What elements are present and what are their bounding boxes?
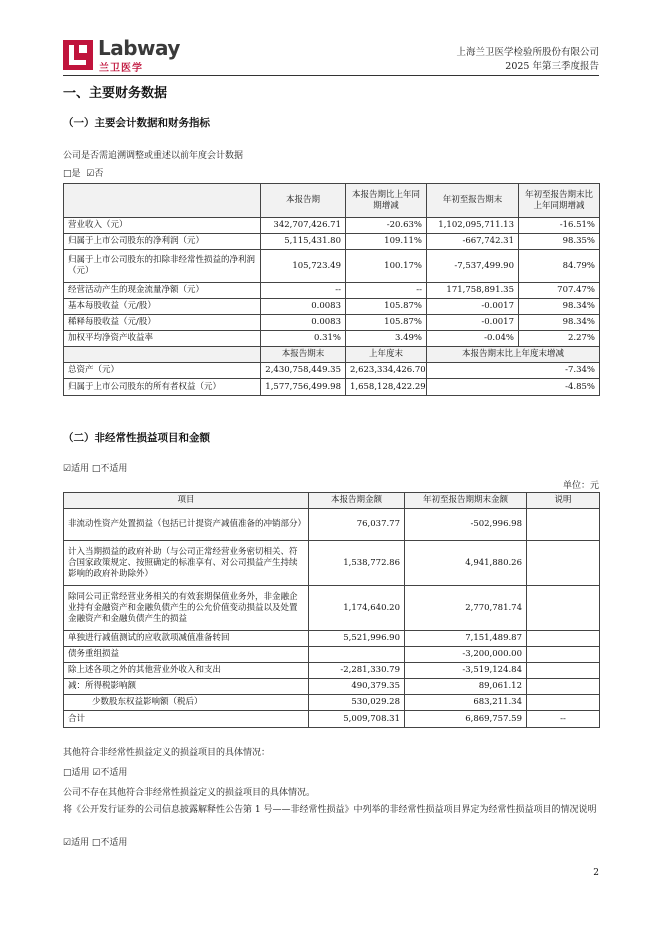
row-label: 减：所得税影响额 bbox=[64, 679, 309, 695]
labway-logo-icon bbox=[63, 40, 93, 70]
cell-value: 2.27% bbox=[519, 331, 600, 347]
header-cell: 说明 bbox=[527, 493, 600, 509]
table-header-row bbox=[64, 347, 600, 363]
table-row bbox=[64, 363, 600, 379]
row-label: 归属于上市公司股东的扣除非经常性损益的净利润（元） bbox=[64, 250, 261, 283]
table-row bbox=[64, 679, 600, 695]
cell-value: 5,009,708.31 bbox=[309, 711, 405, 728]
cell-note bbox=[527, 586, 600, 631]
cell-value: 5,115,431.80 bbox=[261, 234, 346, 250]
cell-value: -0.0017 bbox=[427, 299, 519, 315]
header-cell: 项目 bbox=[64, 493, 309, 509]
header-cell-blank bbox=[64, 347, 261, 363]
header-divider bbox=[63, 75, 599, 76]
table-row-total bbox=[64, 711, 600, 728]
company-name: 上海兰卫医学检验所股份有限公司 bbox=[456, 47, 599, 58]
row-label: 非流动性资产处置损益（包括已计提资产减值准备的冲销部分） bbox=[64, 509, 309, 541]
header-cell: 本报告期末比上年度末增减 bbox=[427, 347, 600, 363]
other-applicable-choice: □适用 ☑不适用 bbox=[63, 768, 128, 778]
subsection-title-2: （二）非经常性损益项目和金额 bbox=[63, 432, 210, 444]
row-label: 稀释每股收益（元/股） bbox=[64, 315, 261, 331]
table-row bbox=[64, 234, 600, 250]
cell-note bbox=[527, 647, 600, 663]
report-title: 2025 年第三季度报告 bbox=[505, 61, 599, 72]
cell-value: 2,623,334,426.70 bbox=[346, 363, 427, 379]
cell-value: 98.34% bbox=[519, 299, 600, 315]
retro-question: 公司是否需追溯调整或重述以前年度会计数据 bbox=[63, 151, 244, 161]
cell-value: 1,174,640.20 bbox=[309, 586, 405, 631]
key-financial-table bbox=[63, 183, 600, 396]
table-row bbox=[64, 331, 600, 347]
cell-value bbox=[309, 647, 405, 663]
cell-value: 98.35% bbox=[519, 234, 600, 250]
row-label: 经营活动产生的现金流量净额（元） bbox=[64, 283, 261, 299]
cell-value: 100.17% bbox=[346, 250, 427, 283]
cell-value: 171,758,891.35 bbox=[427, 283, 519, 299]
cell-value: -2,281,330.79 bbox=[309, 663, 405, 679]
subsection-title-1: （一）主要会计数据和财务指标 bbox=[63, 117, 210, 129]
table-row bbox=[64, 509, 600, 541]
cell-value: -3,200,000.00 bbox=[405, 647, 527, 663]
cell-value: -0.0017 bbox=[427, 315, 519, 331]
table-row bbox=[64, 663, 600, 679]
cell-value: 1,538,772.86 bbox=[309, 541, 405, 586]
cell-value: 1,102,095,711.13 bbox=[427, 218, 519, 234]
cell-value: 2,770,781.74 bbox=[405, 586, 527, 631]
cell-value: -- bbox=[346, 283, 427, 299]
row-label: 归属于上市公司股东的净利润（元） bbox=[64, 234, 261, 250]
cell-value: 0.0083 bbox=[261, 299, 346, 315]
cell-note bbox=[527, 679, 600, 695]
logo-chinese-name: 兰卫医学 bbox=[99, 63, 143, 74]
cell-value: -667,742.31 bbox=[427, 234, 519, 250]
applicable-choice: ☑适用 □不适用 bbox=[63, 464, 128, 474]
cell-value: 0.31% bbox=[261, 331, 346, 347]
header-cell-blank bbox=[64, 184, 261, 218]
table-row bbox=[64, 586, 600, 631]
cell-note bbox=[527, 631, 600, 647]
row-label: 计入当期损益的政府补助（与公司正常经营业务密切相关、符合国家政策规定、按照确定的标准享有、对公司损益产生持续影响的政府补助除外） bbox=[64, 541, 309, 586]
header-cell: 年初至报告期末 bbox=[427, 184, 519, 218]
header-cell: 上年度末 bbox=[346, 347, 427, 363]
cell-note bbox=[527, 663, 600, 679]
cell-value: 105.87% bbox=[346, 299, 427, 315]
cell-value: -7,537,499.90 bbox=[427, 250, 519, 283]
cell-value: -7.34% bbox=[427, 363, 600, 379]
header-cell: 本报告期比上年同期增减 bbox=[346, 184, 427, 218]
cell-value: 89,061.12 bbox=[405, 679, 527, 695]
cell-value: 0.0083 bbox=[261, 315, 346, 331]
table-row bbox=[64, 379, 600, 396]
no-other-items-text: 公司不存在其他符合非经常性损益定义的损益项目的具体情况。 bbox=[63, 788, 316, 798]
row-label: 总资产（元） bbox=[64, 363, 261, 379]
row-label: 营业收入（元） bbox=[64, 218, 261, 234]
row-label: 基本每股收益（元/股） bbox=[64, 299, 261, 315]
cell-value: -- bbox=[261, 283, 346, 299]
table-row bbox=[64, 299, 600, 315]
cell-value: -4.85% bbox=[427, 379, 600, 396]
table-header-row bbox=[64, 493, 600, 509]
cell-note: -- bbox=[527, 711, 600, 728]
row-label: 加权平均净资产收益率 bbox=[64, 331, 261, 347]
cell-value: 5,521,996.90 bbox=[309, 631, 405, 647]
table-row bbox=[64, 647, 600, 663]
row-label: 归属于上市公司股东的所有者权益（元） bbox=[64, 379, 261, 396]
table-row bbox=[64, 218, 600, 234]
cell-value: 84.79% bbox=[519, 250, 600, 283]
final-applicable-choice: ☑适用 □不适用 bbox=[63, 838, 128, 848]
table-row bbox=[64, 283, 600, 299]
cell-value: 490,379.35 bbox=[309, 679, 405, 695]
cell-value: 342,707,426.71 bbox=[261, 218, 346, 234]
cell-value: -20.63% bbox=[346, 218, 427, 234]
cell-value: -502,996.98 bbox=[405, 509, 527, 541]
row-label: 合计 bbox=[64, 711, 309, 728]
cell-value: 76,037.77 bbox=[309, 509, 405, 541]
cell-note bbox=[527, 695, 600, 711]
cell-note bbox=[527, 509, 600, 541]
cell-value: 105.87% bbox=[346, 315, 427, 331]
header-cell: 本报告期末 bbox=[261, 347, 346, 363]
header-cell: 本报告期 bbox=[261, 184, 346, 218]
cell-value: 6,869,757.59 bbox=[405, 711, 527, 728]
row-label: 除上述各项之外的其他营业外收入和支出 bbox=[64, 663, 309, 679]
table-row bbox=[64, 315, 600, 331]
row-label: 单独进行减值测试的应收款项减值准备转回 bbox=[64, 631, 309, 647]
cell-value: 707.47% bbox=[519, 283, 600, 299]
non-recurring-items-table bbox=[63, 492, 600, 728]
row-label: 债务重组损益 bbox=[64, 647, 309, 663]
cell-value: 98.34% bbox=[519, 315, 600, 331]
header-info bbox=[456, 46, 599, 74]
retro-no-checkbox: ☑否 bbox=[86, 169, 104, 179]
row-label: 少数股东权益影响额（税后） bbox=[64, 695, 309, 711]
cell-value: 3.49% bbox=[346, 331, 427, 347]
cell-value: -0.04% bbox=[427, 331, 519, 347]
logo-english-name: Labway bbox=[98, 36, 180, 60]
table-row bbox=[64, 631, 600, 647]
table-row bbox=[64, 250, 600, 283]
page-number: 2 bbox=[593, 868, 599, 878]
cell-value: 683,211.34 bbox=[405, 695, 527, 711]
table-header-row bbox=[64, 184, 600, 218]
cell-value: 109.11% bbox=[346, 234, 427, 250]
table-row bbox=[64, 541, 600, 586]
table-row bbox=[64, 695, 600, 711]
cell-value: 4,941,880.26 bbox=[405, 541, 527, 586]
cell-note bbox=[527, 541, 600, 586]
cell-value: 105,723.49 bbox=[261, 250, 346, 283]
cell-value: 530,029.28 bbox=[309, 695, 405, 711]
cell-value: 7,151,489.87 bbox=[405, 631, 527, 647]
row-label: 除同公司正常经营业务相关的有效套期保值业务外，非金融企业持有金融资产和金融负债产生的公允价值变动损益以及处置金融资产和金融负债产生的损益 bbox=[64, 586, 309, 631]
section-title: 一、主要财务数据 bbox=[63, 86, 168, 101]
cell-value: -3,519,124.84 bbox=[405, 663, 527, 679]
cell-value: 2,430,758,449.35 bbox=[261, 363, 346, 379]
cell-value: 1,577,756,499.98 bbox=[261, 379, 346, 396]
header-cell: 年初至报告期末比上年同期增减 bbox=[519, 184, 600, 218]
retro-yes-checkbox: □是 bbox=[63, 169, 81, 179]
unit-label: 单位：元 bbox=[562, 481, 599, 491]
other-definition-text: 其他符合非经常性损益定义的损益项目的具体情况： bbox=[63, 748, 271, 758]
header-cell: 年初至报告期期末金额 bbox=[405, 493, 527, 509]
cell-value: 1,658,128,422.29 bbox=[346, 379, 427, 396]
header-cell: 本报告期金额 bbox=[309, 493, 405, 509]
retro-choice bbox=[63, 166, 103, 179]
explanatory-note: 将《公开发行证券的公司信息披露解释性公告第 1 号——非经常性损益》中列举的非经常性损益项目界定为经常性损益项目的情况说明 bbox=[63, 805, 597, 815]
cell-value: -16.51% bbox=[519, 218, 600, 234]
company-logo bbox=[63, 38, 183, 72]
